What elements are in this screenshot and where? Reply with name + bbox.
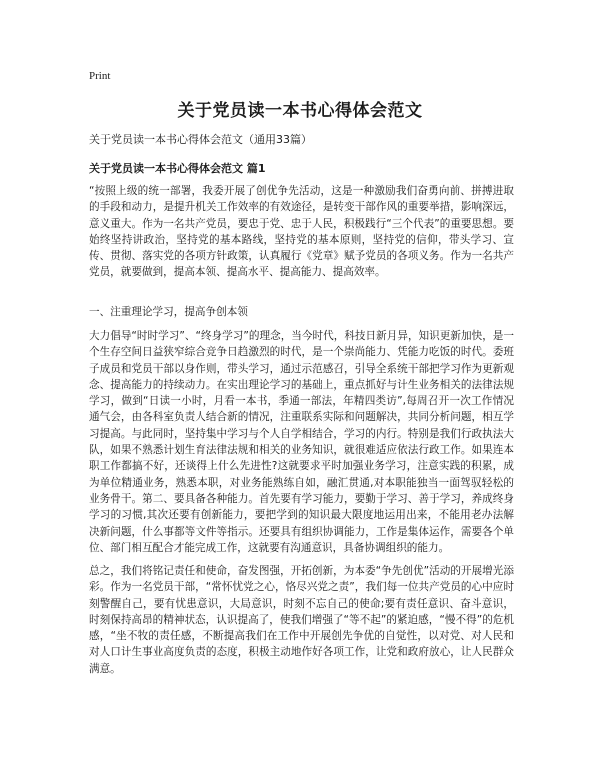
paragraph-intro: “按照上级的统一部署，我委开展了创优争先活动，这是一种激励我们奋勇向前、拼搏进取的手段和动力，是提升机关工作效率的有效途径，是转变干部作风的重要举措，影响深远，意义重大。作为一名共产党员，要忠于党、忠于人民，积极践行“三个代表”的重要思想。要始终坚持讲政治，坚持党的基本路线，坚持党的基本原则，坚持党的信仰，带头学习、宣传、贯彻、落实党的各项方针政策，认真履行《党章》赋予党员的各项义务。作为一名共产党员，就要做到，提高本领、提高水平、提高能力、提高效率。 <box>89 185 514 279</box>
document-title: 关于党员读一本书心得体会范文 <box>177 101 423 121</box>
print-label[interactable]: Print <box>89 70 111 82</box>
paragraph-theory-study: 大力倡导“时时学习”、“终身学习”的理念，当今时代，科技日新月异，知识更新加快，是一个生存空间日益狭窄综合竞争日趋激烈的时代，是一个崇尚能力、凭能力吃饭的时代。委班子成员和党员干部以身作则，带头学习，通过示范感召，引导全系统干部把学习作为更新观念、提高能力的持续动力。在实出理论学习的基础上，重点抓好与计生业务相关的法律法规学习，做到“日读一小时，月看一本书，季通一部法，年精四类访”,每周召开一次工作情况通气会，由各科室负责人结合新的情况，注重联系实际和问题解决，共同分析问题，相互学习提高。与此同时，坚持集中学习与个人自学相结合，学习的内行。特别是我们行政执法大队，如果不熟悉计划生育法律法规和相关的业务知识，就很难适应依法行政工作。如果连本职工作都搞不好，还谈得上什么先进性?这就要求平时加强业务学习，注意实践的积累，成为单位精通业务，熟悉本职，对业务能熟练自如，融汇贯通,对本职能独当一面驾驭轻松的业务骨干。第二、要具备各种能力。首先要有学习能力，要勤于学习、善于学习，养成终身学习的习惯,其次还要有创新能力，要把学到的知识最大限度地运用出来，不能用老办法解决新问题，什么事都等文件等指示。还要具有组织协调能力，工作是集体运作，需要各个单位、部门相互配合才能完成工作，这就要有沟通意识，具备协调组织的能力。 <box>89 330 514 554</box>
paragraph-conclusion: 总之，我们将铭记责任和使命，奋发图强，开拓创新，为本委“争先创优”活动的开展增光添彩。作为一名党员干部，“常怀忧党之心，恪尽兴党之责”，我们每一位共产党员的心中应时刻警醒自己，要有忧患意识，大局意识，时刻不忘自己的使命;要有责任意识、奋斗意识，时刻保持高昂的精神状态，认识提高了，使我们增强了“等不起”的紧迫感，“慢不得”的危机感，“坐不牧的责任感，不断提高我们在工作中开展创先争优的自觉性，以对党、对人民和对人口计生事业高度负责的态度，积极主动地作好各项工作，让党和政府放心，让人民群众满意。 <box>89 565 514 675</box>
document-subtitle: 关于党员读一本书心得体会范文（通用33篇） <box>89 133 312 146</box>
section-heading: 关于党员读一本书心得体会范文 篇1 <box>89 162 266 175</box>
paragraph-subheading: 一、注重理论学习，提高争创本领 <box>89 306 248 318</box>
